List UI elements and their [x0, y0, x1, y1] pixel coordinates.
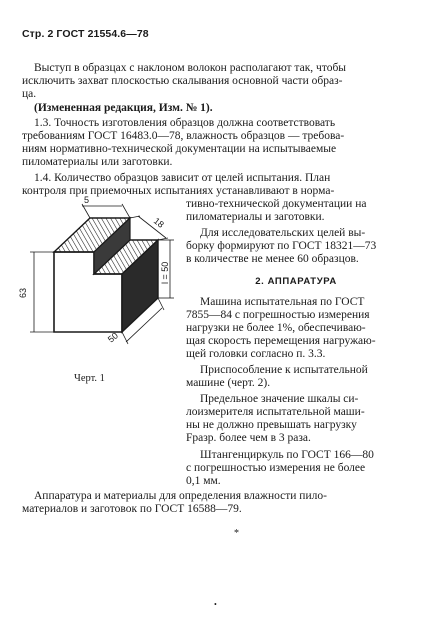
text-line: лоизмерителя испытательной маши-	[186, 406, 365, 418]
dimension-label: 63	[18, 287, 28, 298]
text-line: требованиям ГОСТ 16483.0—78, влажность образцов — требова-	[22, 130, 345, 142]
dimension-label: 5	[84, 195, 90, 205]
section-heading: 2. АППАРАТУРА	[255, 276, 337, 287]
page-header: Стр. 2 ГОСТ 21554.6—78	[22, 28, 149, 40]
text-line: 1.3. Точность изготовления образцов должна соответствовать	[34, 117, 336, 129]
text-line: пиломатериалы и заготовки.	[186, 211, 325, 223]
text-line: Выступ в образцах с наклоном волокон располагают так, чтобы	[34, 62, 347, 74]
footer-mark: •	[214, 600, 217, 609]
text-line: ны не должно превышать нагрузку	[186, 419, 357, 431]
text-line: щая скорость перемещения нагружаю-	[186, 335, 376, 347]
footer-mark: *	[234, 528, 239, 539]
text-line: Fразр. более чем в 3 раза.	[186, 432, 311, 444]
text-line: исключить захват плоскостью скалывания основной части образ-	[22, 75, 343, 87]
text-line: тивно-технической документации на	[186, 198, 367, 210]
text-line: пиломатериалы или заготовки.	[22, 156, 173, 168]
text-line: Приспособление к испытательной	[200, 364, 368, 376]
dimension-label: 50	[105, 330, 120, 345]
text-line: Штангенциркуль по ГОСТ 166—80	[200, 449, 374, 461]
text-line: борку формируют по ГОСТ 18321—73	[186, 240, 377, 252]
text-line: материалов и заготовок по ГОСТ 16588—79.	[22, 503, 242, 515]
specimen-drawing	[12, 192, 184, 370]
dimension-height	[30, 252, 54, 332]
text-line: контроля при приемочных испытаниях устанавливают в норма-	[22, 185, 335, 197]
text-line: 7855—84 с погрешностью измерения	[186, 309, 370, 321]
dimension-top	[82, 204, 130, 218]
text-line: нагрузки не более 1%, обеспечиваю-	[186, 322, 366, 334]
dimension-label: 18	[151, 215, 166, 230]
text-line: щей головки согласно п. 3.3.	[186, 348, 326, 360]
text-line: машине (черт. 2).	[186, 377, 271, 389]
figure-caption: Черт. 1	[74, 373, 105, 384]
text-line: в количестве не менее 60 образцов.	[186, 253, 359, 265]
text-line: с погрешностью измерения не более	[186, 462, 366, 474]
text-line: ца.	[22, 88, 37, 100]
text-line: Предельное значение шкалы си-	[200, 393, 359, 405]
text-line: 1.4. Количество образцов зависит от целей испытания. План	[34, 172, 331, 184]
text-line: Для исследовательских целей вы-	[200, 227, 366, 239]
text-line: Машина испытательная по ГОСТ	[200, 296, 365, 308]
text-line: ниям нормативно-технической документации на испытываемые	[22, 143, 337, 155]
dimension-label: l = 50	[160, 261, 170, 284]
text-line: 0,1 мм.	[186, 475, 221, 487]
text-line: Аппаратура и материалы для определения влажности пило-	[34, 490, 327, 502]
amendment-note: (Измененная редакция, Изм. № 1).	[34, 102, 213, 114]
